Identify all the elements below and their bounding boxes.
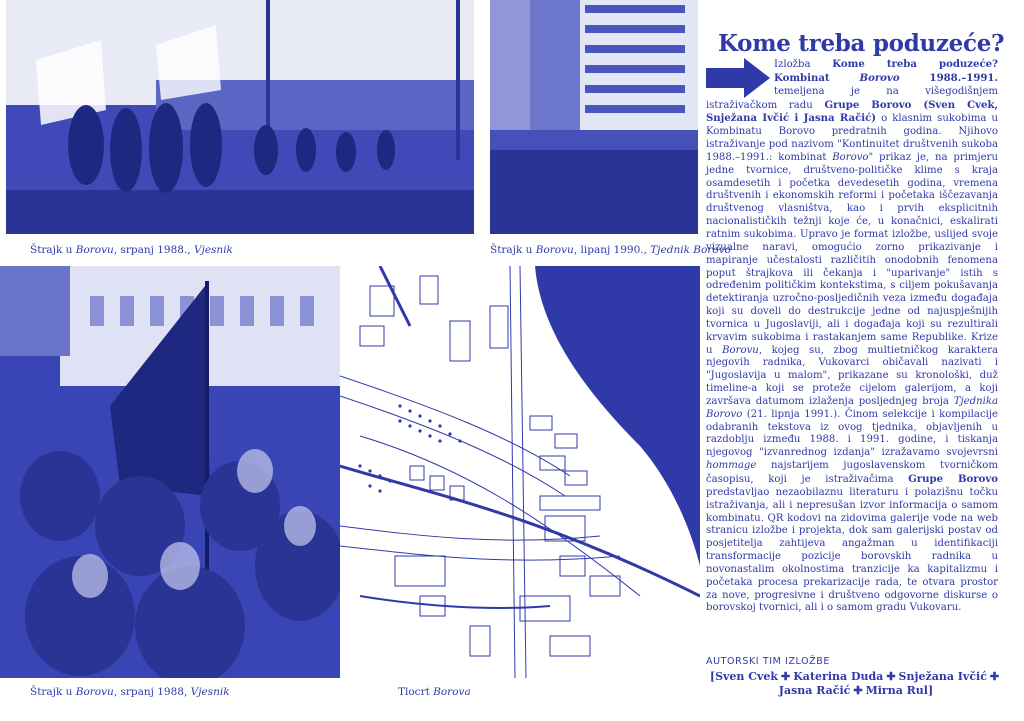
caption-photo-1: Štrajk u Borovu, srpanj 1988., Vjesnik [30,244,233,256]
cross-icon: ✚ [989,670,1000,683]
cross-icon: ✚ [853,684,863,697]
photo-strike-crowd-1990 [490,0,698,234]
caption-photo-3: Štrajk u Borovu, srpanj 1988, Vjesnik [30,686,230,698]
photo-strike-march-1988 [6,0,474,234]
caption-photo-2: Štrajk u Borovu, lipanj 1990., Tjednik Borovo [490,244,731,256]
credit-name: Katerina Duda [793,670,884,683]
map-svg [340,266,700,678]
credit-name: Sven Cvek [715,670,779,683]
map-floor-plan [340,266,700,678]
arrow-right-icon [706,58,770,98]
caption-map: Tlocrt Borova [398,686,471,698]
credit-name: Jasna Račić [778,684,851,697]
page-title: Kome treba poduzeće? [718,30,1005,57]
cross-icon: ✚ [781,670,791,683]
credit-name: Snježana Ivčić [898,670,987,683]
credits-names: [Sven Cvek ✚ Katerina Duda ✚ Snježana Ivčić ✚ Jasna Račić ✚ Mirna Rul] [709,670,1000,697]
credits-heading: AUTORSKI TIM IZLOŽBE [706,656,831,667]
photo-strike-flags-1988 [0,266,340,678]
body-text: Izložba Kome treba poduzeće? Kombinat Borovo 1988.–1991. temeljena je na višegodišnjem istraživačkom radu Grupe Borovo (Sven Cvek, Snježana Ivčić i Jasna Račić) o klasnim sukobima u Kombinatu Borovo predratnih godina. Njihovo istraživanje pod nazivom "Kontinuitet društvenih sukoba 1988.–1991.: kombinat Borovo" prikaz je, na primjeru jedne tvornice, društveno-političke klime s kraja osamdesetih i početka devedesetih godina, vremena društvenih i ekonomskih reformi i početaka iščezavanja društvenog vlasništva, kao i prvih eksplicitnih nacionalističkih težnji koje će, u konačnici, eskalirati ratnim sukobima. Upravo je format izložbe, uslijed svoje vizualne naravi, omogućio zorno prikazivanje i mapiranje učestalosti različitih onodobnih fenomena poput štrajkova ili čekanja i "uparivanje" istih s određenim političkim kontekstima, s ciljem pokušavanja detektiranja uzročno-posljedičnih veza između događaja koji su doveli do destrukcije jedne od najuspješnijih tvornica u Jugoslaviji, ali i događaja koji su rezultirali krvavim sukobima i rastakanjem same Republike. Krize u Borovu, kojeg su, zbog multietničkog karaktera njegovih radnika, Vukovarci običavali nazivati i "Jugoslavija u malom", prikazane su kronološki, duž timeline-a koji se proteže cijelom galerijom, a koji završava datumom izlaženja posljednjeg broja Tjednika Borovo (21. lipnja 1991.). Činom selekcije i kompilacije odabranih tekstova iz ovog tjednika, objavljenih u razdoblju između 1988. i 1991. godine, i tiskanja njegovog "izvanrednog izdanja" izražavamo svojevrsni hommage najstarijem jugoslavenskom tvorničkom časopisu, koji je istraživačima Grupe Borovo predstavljao nezaobilaznu literaturu i polazišnu točku istraživanja, ali i nepresušan izvor informacija o samom kombinatu. QR kodovi na zidovima galerije vode na web stranicu izložbe i projekta, dok sam galerijski postav od posjetitelja zahtijeva angažman u identifikaciji transformacije pozicije borovskih radnika u novonastalim okolnostima tranzicije ka kapitalizmu i početaka procesa prekarizacije rada, te otvara prostor za nove, progresivne i društveno odgovorne diskurse o borovskoj tvornici, ali i o samom gradu Vukovaru. [706,58,999,614]
credit-name: Mirna Rul [865,684,928,697]
cross-icon: ✚ [886,670,896,683]
